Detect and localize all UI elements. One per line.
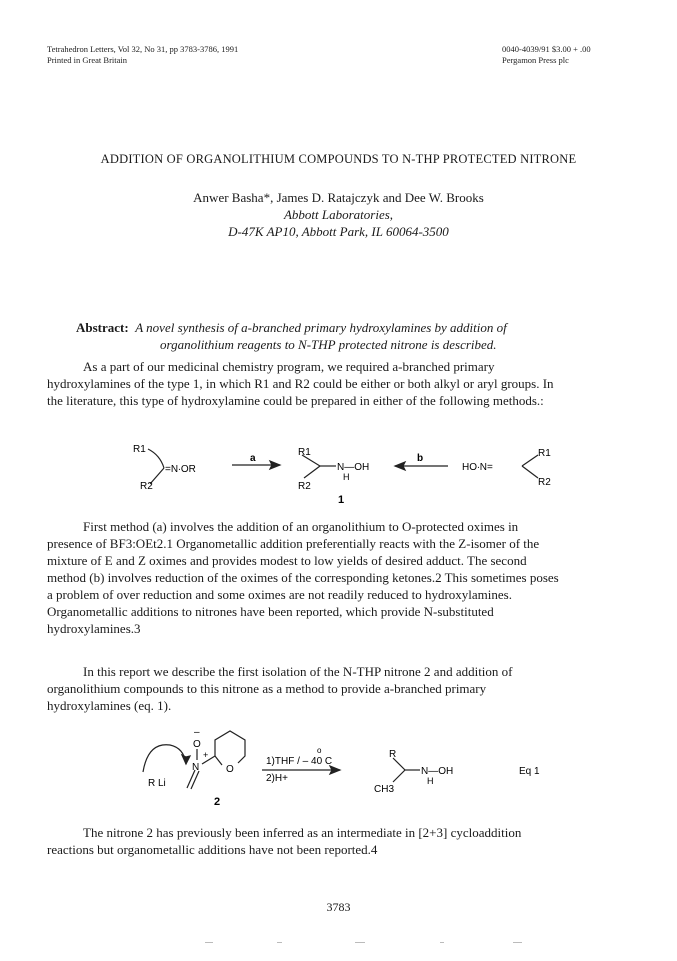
bond-line [215,756,222,765]
text-line: Organometallic additions to nitrones have been reported, which provide N-substituted [47,604,494,619]
text-line: the literature, this type of hydroxylamine could be prepared in either of the following methods.: [47,393,544,408]
ring-oxygen: O [226,764,234,775]
page-number: 3783 [326,900,351,914]
arrow-b-label: b [417,453,424,464]
scan-artifacts [0,940,677,946]
oxime-left: =N∙OR [165,464,196,475]
author-names: Anwer Basha*, James D. Ratajczyk and Dee W. Brooks [193,190,484,205]
arrowhead-icon [330,766,340,774]
r2-label: R2 [538,477,551,488]
hydroxylamine-noh: N—OH [337,462,370,473]
issn-line: 0040-4039/91 $3.00 + .00 [502,44,591,54]
methyl-label: CH3 [374,784,395,795]
text-line: a problem of over reduction and some oximes are not readily reduced to hydroxylamines. [47,587,512,602]
text-line: hydroxylamines of the type 1, in which R1 and R2 could be either or both alkyl or aryl groups. In [47,376,554,391]
conditions-step-1: 1)THF / – 40 C [266,756,333,767]
text-line: First method (a) involves the addition of an organolithium to O-protected oximes in [83,519,519,534]
arrow-a-label: a [250,453,256,464]
rli-label: R Li [148,778,166,789]
text-line: In this report we describe the first isolation of the N-THP nitrone 2 and addition of [83,664,513,679]
text-line: hydroxylamines (eq. 1). [47,698,172,713]
arrowhead-icon [182,755,190,764]
double-bond [191,771,199,789]
printed-line: Printed in Great Britain [47,55,128,65]
thp-ring [215,731,245,763]
nh-hydrogen: H [343,472,350,482]
paper-title: ADDITION OF ORGANOLITHIUM COMPOUNDS TO N-THP PROTECTED NITRONE [100,152,577,166]
curved-arrow [143,745,186,772]
text-line: method (b) involves reduction of the oximes of the corresponding ketones.2 This sometimes poses [47,570,559,585]
hydroxylamine-noh: N—OH [421,766,454,777]
r2-label: R2 [298,481,311,492]
text-line: presence of BF3:OEt2.1 Organometallic addition preferentially reacts with the Z-isomer of the [47,536,540,551]
text-line: organolithium compounds to this nitrone as a method to provide a-branched primary [47,681,487,696]
text-line: The nitrone 2 has previously been inferred as an intermediate in [2+3] cycloaddition [83,825,522,840]
compound-2-label: 2 [214,796,221,808]
compound-1-label: 1 [338,494,345,506]
text-line: mixture of E and Z oximes and provides modest to low yields of desired adduct. The second [47,553,527,568]
r1-label: R1 [298,447,311,458]
publisher-line: Pergamon Press plc [502,55,569,65]
address: D-47K AP10, Abbott Park, IL 60064-3500 [228,224,449,239]
paragraph-4 [47,824,627,858]
plus-charge: + [203,750,209,760]
r1-label: R1 [133,444,146,455]
r1-label: R1 [538,448,551,459]
r-label: R [389,749,397,760]
minus-charge: – [194,727,200,738]
citation-line: Tetrahedron Letters, Vol 32, No 31, pp 3783-3786, 1991 [47,44,239,54]
r2-label: R2 [140,481,153,492]
oxide-oxygen: O [193,739,201,750]
oxime-right: HO∙N= [462,462,493,473]
scan-speck [355,942,365,943]
scan-speck [205,942,213,943]
scan-speck [513,942,522,943]
affiliation: Abbott Laboratories, [283,207,394,222]
degree-mark: o [317,746,322,755]
nitrone-nitrogen: N [192,762,200,773]
equation-label: Eq 1 [519,766,540,777]
conditions-step-2: 2)H+ [266,773,288,784]
abstract-line-1: A novel synthesis of a-branched primary hydroxylamines by addition of [135,320,507,335]
scan-speck [277,942,282,943]
text-line: hydroxylamines.3 [47,621,141,636]
nh-hydrogen: H [427,776,434,786]
abstract-line-2: organolithium reagents to N-THP protected nitrone is described. [160,337,497,352]
bond-line [393,758,405,782]
text-line: As a part of our medicinal chemistry program, we required a-branched primary [83,359,495,374]
text-line: reactions but organometallic additions have not been reported.4 [47,842,378,857]
abstract-label: Abstract: [76,320,129,335]
scan-speck [440,942,444,943]
